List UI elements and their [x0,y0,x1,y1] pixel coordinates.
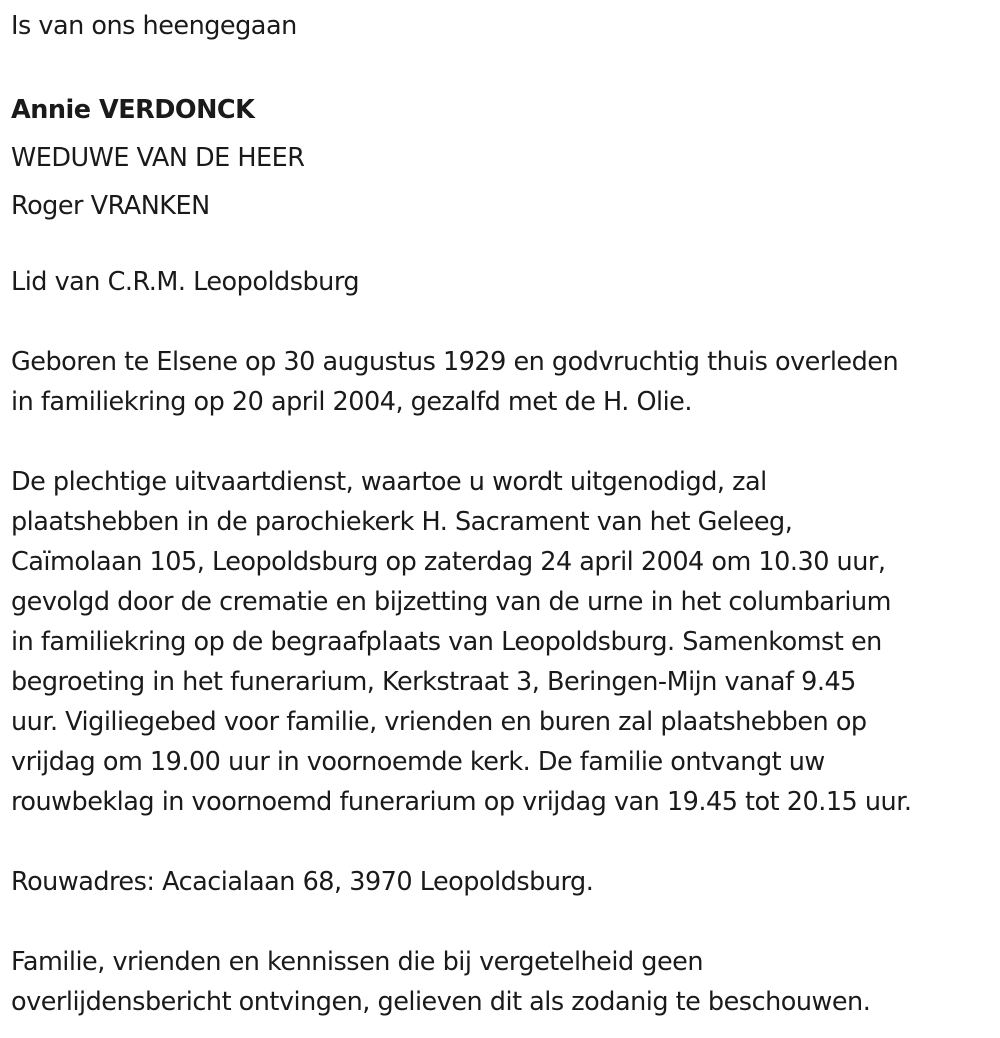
paragraph-line: in familiekring op de begraafplaats van Leopoldsburg. Samenkomst en [11,627,882,657]
death-notice [11,0,996,1022]
paragraph-line: Geboren te Elsene op 30 augustus 1929 en godvruchtig thuis overleden [11,347,899,377]
paragraph-line: vrijdag om 19.00 uur in voornoemde kerk. De familie ontvangt uw [11,747,825,777]
paragraph-line: plaatshebben in de parochiekerk H. Sacrament van het Geleeg, [11,507,793,537]
paragraph-line: gevolgd door de crematie en bijzetting van de urne in het columbarium [11,587,892,617]
deceased-name: Annie VERDONCK [11,95,255,125]
widow-of-line: WEDUWE VAN DE HEER [11,143,305,173]
spouse-name: Roger VRANKEN [11,191,210,221]
paragraph-line: Familie, vrienden en kennissen die bij vergetelheid geen [11,947,703,977]
closing-paragraph [11,942,996,1022]
mourning-address: Rouwadres: Acacialaan 68, 3970 Leopoldsburg. [11,867,594,897]
paragraph-line: De plechtige uitvaartdienst, waartoe u wordt uitgenodigd, zal [11,467,767,497]
service-paragraph [11,462,996,822]
intro-line: Is van ons heengegaan [11,11,297,41]
paragraph-line: begroeting in het funerarium, Kerkstraat 3, Beringen-Mijn vanaf 9.45 [11,667,856,697]
paragraph-line: in familiekring op 20 april 2004, gezalfd met de H. Olie. [11,387,692,417]
paragraph-line: rouwbeklag in voornoemd funerarium op vrijdag van 19.45 tot 20.15 uur. [11,787,912,817]
paragraph-line: Caïmolaan 105, Leopoldsburg op zaterdag 24 april 2004 om 10.30 uur, [11,547,886,577]
birth-death-paragraph [11,342,996,422]
membership-line: Lid van C.R.M. Leopoldsburg [11,267,360,297]
paragraph-line: overlijdensbericht ontvingen, gelieven dit als zodanig te beschouwen. [11,987,871,1017]
paragraph-line: uur. Vigiliegebed voor familie, vrienden en buren zal plaatshebben op [11,707,867,737]
